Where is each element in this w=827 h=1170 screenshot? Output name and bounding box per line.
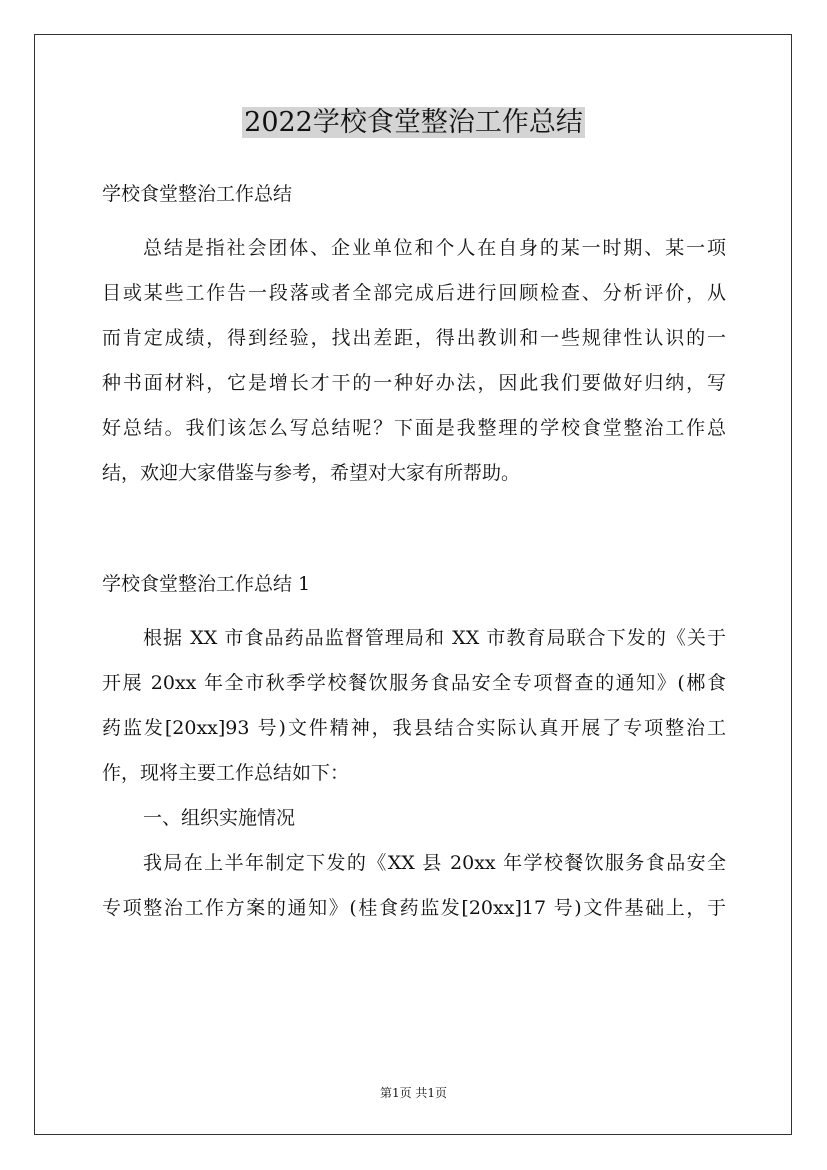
paragraph-line: 结，欢迎大家借鉴与参考，希望对大家有所帮助。 xyxy=(102,462,521,484)
paragraph-line: 好总结。我们该怎么写总结呢？下面是我整理的学校食堂整治工作总 xyxy=(102,417,726,439)
paragraph-line: 而肯定成绩，得到经验，找出差距，得出教训和一些规律性认识的一 xyxy=(102,327,726,349)
paragraph-line: 我局在上半年制定下发的《XX 县 20xx 年学校餐饮服务食品安全 xyxy=(143,852,726,874)
document-title xyxy=(0,104,827,142)
section-heading: 一、组织实施情况 xyxy=(143,807,296,829)
paragraph-line: 药监发[20xx]93 号)文件精神，我县结合实际认真开展了专项整治工 xyxy=(102,717,726,739)
section1-paragraph xyxy=(102,616,726,796)
intro-paragraph xyxy=(102,226,726,496)
paragraph-line: 开展 20xx 年全市秋季学校餐饮服务食品安全专项督查的通知》(郴食 xyxy=(102,672,726,694)
paragraph-line: 总结是指社会团体、企业单位和个人在自身的某一时期、某一项 xyxy=(143,237,726,259)
document-title-text: 2022学校食堂整治工作总结 xyxy=(244,107,583,138)
paragraph-line: 种书面材料，它是增长才干的一种好办法，因此我们要做好归纳，写 xyxy=(102,372,726,394)
paragraph-line: 根据 XX 市食品药品监督管理局和 XX 市教育局联合下发的《关于 xyxy=(143,627,726,649)
section-title: 学校食堂整治工作总结 1 xyxy=(102,573,311,595)
section1b-paragraph xyxy=(102,841,726,931)
subtitle: 学校食堂整治工作总结 xyxy=(102,183,293,205)
paragraph-line: 目或某些工作告一段落或者全部完成后进行回顾检查、分析评价，从 xyxy=(102,282,726,304)
document-body xyxy=(102,174,726,931)
paragraph-line: 专项整治工作方案的通知》(桂食药监发[20xx]17 号)文件基础上，于 xyxy=(102,897,726,919)
paragraph-line: 作，现将主要工作总结如下： xyxy=(102,762,350,784)
page-footer: 第1页 共1页 xyxy=(379,1086,448,1100)
